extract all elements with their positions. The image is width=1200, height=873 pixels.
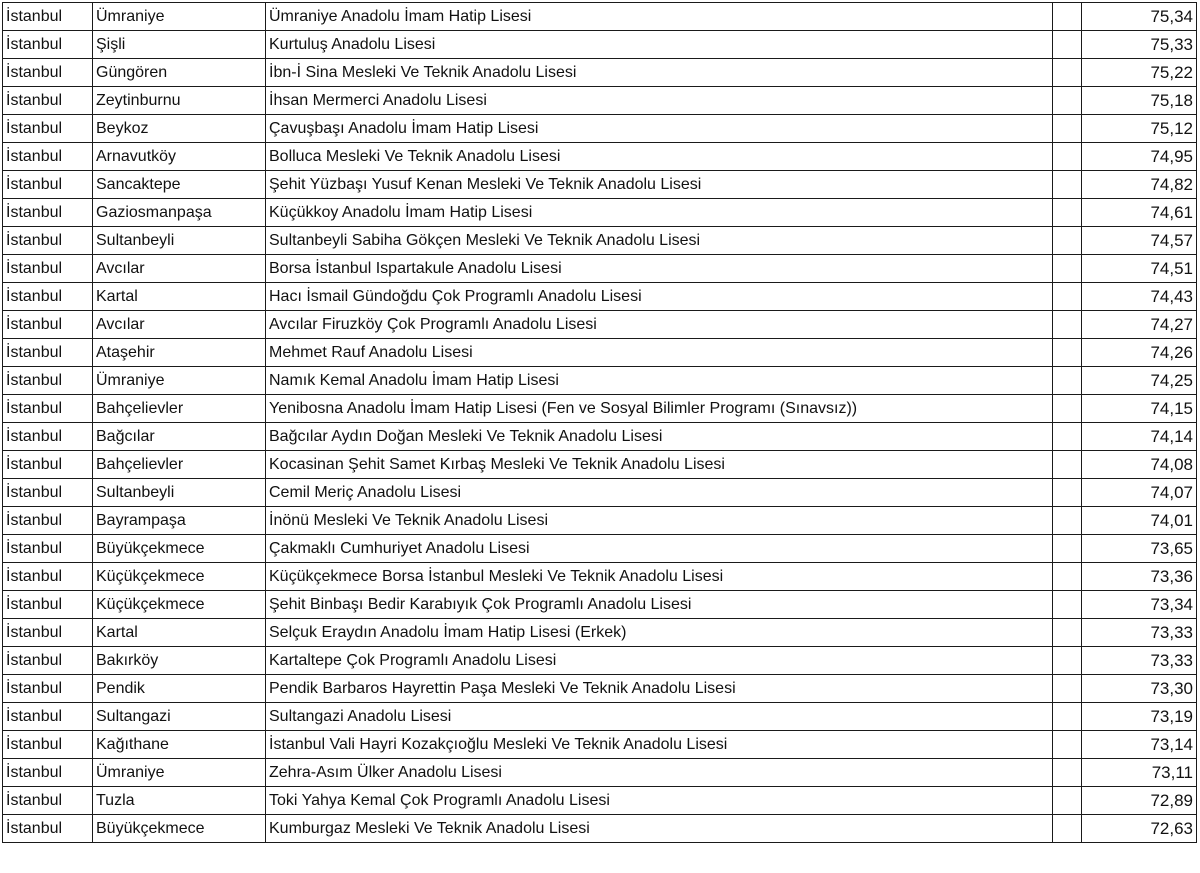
score-cell[interactable]: 74,08 — [1082, 451, 1197, 479]
empty-cell[interactable] — [1053, 563, 1082, 591]
school-name-cell[interactable]: Hacı İsmail Gündoğdu Çok Programlı Anadolu Lisesi — [266, 283, 1053, 311]
district-cell[interactable]: Bakırköy — [93, 647, 266, 675]
empty-cell[interactable] — [1053, 815, 1082, 843]
score-cell[interactable]: 73,65 — [1082, 535, 1197, 563]
score-cell[interactable]: 74,95 — [1082, 143, 1197, 171]
table-row — [3, 143, 1197, 171]
city-cell[interactable]: İstanbul — [3, 479, 93, 507]
district-cell[interactable]: Ümraniye — [93, 3, 266, 31]
table-row — [3, 311, 1197, 339]
table-row — [3, 367, 1197, 395]
empty-cell[interactable] — [1053, 591, 1082, 619]
city-cell[interactable]: İstanbul — [3, 535, 93, 563]
table-body — [3, 3, 1197, 843]
school-name-cell[interactable]: İbn-İ Sina Mesleki Ve Teknik Anadolu Lisesi — [266, 59, 1053, 87]
table-row — [3, 479, 1197, 507]
school-name-cell[interactable]: Küçükkoy Anadolu İmam Hatip Lisesi — [266, 199, 1053, 227]
school-name-cell[interactable]: Çavuşbaşı Anadolu İmam Hatip Lisesi — [266, 115, 1053, 143]
school-name-cell[interactable]: Toki Yahya Kemal Çok Programlı Anadolu Lisesi — [266, 787, 1053, 815]
district-cell[interactable]: Bahçelievler — [93, 395, 266, 423]
city-cell[interactable]: İstanbul — [3, 115, 93, 143]
score-cell[interactable]: 72,63 — [1082, 815, 1197, 843]
table-row — [3, 227, 1197, 255]
score-cell[interactable]: 74,14 — [1082, 423, 1197, 451]
district-cell[interactable]: Ataşehir — [93, 339, 266, 367]
table-row — [3, 647, 1197, 675]
empty-cell[interactable] — [1053, 451, 1082, 479]
school-name-cell[interactable]: Kurtuluş Anadolu Lisesi — [266, 31, 1053, 59]
table-row — [3, 563, 1197, 591]
city-cell[interactable]: İstanbul — [3, 731, 93, 759]
school-name-cell[interactable]: Kumburgaz Mesleki Ve Teknik Anadolu Lisesi — [266, 815, 1053, 843]
school-name-cell[interactable]: Namık Kemal Anadolu İmam Hatip Lisesi — [266, 367, 1053, 395]
district-cell[interactable]: Kağıthane — [93, 731, 266, 759]
score-cell[interactable]: 73,33 — [1082, 619, 1197, 647]
score-cell[interactable]: 73,36 — [1082, 563, 1197, 591]
score-cell[interactable]: 74,07 — [1082, 479, 1197, 507]
district-cell[interactable]: Tuzla — [93, 787, 266, 815]
score-cell[interactable]: 75,34 — [1082, 3, 1197, 31]
empty-cell[interactable] — [1053, 395, 1082, 423]
school-name-cell[interactable]: Sultanbeyli Sabiha Gökçen Mesleki Ve Teknik Anadolu Lisesi — [266, 227, 1053, 255]
table-row — [3, 675, 1197, 703]
score-cell[interactable]: 75,12 — [1082, 115, 1197, 143]
city-cell[interactable]: İstanbul — [3, 563, 93, 591]
district-cell[interactable]: Sancaktepe — [93, 171, 266, 199]
district-cell[interactable]: Büyükçekmece — [93, 815, 266, 843]
city-cell[interactable]: İstanbul — [3, 647, 93, 675]
score-cell[interactable]: 72,89 — [1082, 787, 1197, 815]
empty-cell[interactable] — [1053, 479, 1082, 507]
school-name-cell[interactable]: Yenibosna Anadolu İmam Hatip Lisesi (Fen ve Sosyal Bilimler Programı (Sınavsız)) — [266, 395, 1053, 423]
empty-cell[interactable] — [1053, 3, 1082, 31]
district-cell[interactable]: Bağcılar — [93, 423, 266, 451]
score-cell[interactable]: 74,82 — [1082, 171, 1197, 199]
table-row — [3, 59, 1197, 87]
empty-cell[interactable] — [1053, 535, 1082, 563]
district-cell[interactable]: Avcılar — [93, 311, 266, 339]
city-cell[interactable]: İstanbul — [3, 227, 93, 255]
city-cell[interactable]: İstanbul — [3, 367, 93, 395]
score-cell[interactable]: 74,15 — [1082, 395, 1197, 423]
table-row — [3, 731, 1197, 759]
table-row — [3, 3, 1197, 31]
empty-cell[interactable] — [1053, 423, 1082, 451]
table-row — [3, 395, 1197, 423]
district-cell[interactable]: Şişli — [93, 31, 266, 59]
empty-cell[interactable] — [1053, 759, 1082, 787]
school-name-cell[interactable]: Pendik Barbaros Hayrettin Paşa Mesleki Ve Teknik Anadolu Lisesi — [266, 675, 1053, 703]
city-cell[interactable]: İstanbul — [3, 591, 93, 619]
district-cell[interactable]: Ümraniye — [93, 367, 266, 395]
school-name-cell[interactable]: Cemil Meriç Anadolu Lisesi — [266, 479, 1053, 507]
school-name-cell[interactable]: Şehit Binbaşı Bedir Karabıyık Çok Programlı Anadolu Lisesi — [266, 591, 1053, 619]
city-cell[interactable]: İstanbul — [3, 395, 93, 423]
table-row — [3, 591, 1197, 619]
school-name-cell[interactable]: Mehmet Rauf Anadolu Lisesi — [266, 339, 1053, 367]
empty-cell[interactable] — [1053, 31, 1082, 59]
score-cell[interactable]: 73,14 — [1082, 731, 1197, 759]
empty-cell[interactable] — [1053, 171, 1082, 199]
school-name-cell[interactable]: Borsa İstanbul Ispartakule Anadolu Lisesi — [266, 255, 1053, 283]
city-cell[interactable]: İstanbul — [3, 143, 93, 171]
school-name-cell[interactable]: Kocasinan Şehit Samet Kırbaş Mesleki Ve Teknik Anadolu Lisesi — [266, 451, 1053, 479]
empty-cell[interactable] — [1053, 311, 1082, 339]
city-cell[interactable]: İstanbul — [3, 255, 93, 283]
city-cell[interactable]: İstanbul — [3, 619, 93, 647]
score-cell[interactable]: 73,11 — [1082, 759, 1197, 787]
district-cell[interactable]: Küçükçekmece — [93, 591, 266, 619]
table-row — [3, 703, 1197, 731]
district-cell[interactable]: Bahçelievler — [93, 451, 266, 479]
table-row — [3, 87, 1197, 115]
school-name-cell[interactable]: İhsan Mermerci Anadolu Lisesi — [266, 87, 1053, 115]
city-cell[interactable]: İstanbul — [3, 3, 93, 31]
city-cell[interactable]: İstanbul — [3, 311, 93, 339]
table-row — [3, 115, 1197, 143]
district-cell[interactable]: Güngören — [93, 59, 266, 87]
empty-cell[interactable] — [1053, 283, 1082, 311]
empty-cell[interactable] — [1053, 199, 1082, 227]
score-cell[interactable]: 75,33 — [1082, 31, 1197, 59]
score-cell[interactable]: 74,01 — [1082, 507, 1197, 535]
score-cell[interactable]: 73,19 — [1082, 703, 1197, 731]
city-cell[interactable]: İstanbul — [3, 283, 93, 311]
score-cell[interactable]: 73,30 — [1082, 675, 1197, 703]
empty-cell[interactable] — [1053, 227, 1082, 255]
district-cell[interactable]: Kartal — [93, 283, 266, 311]
school-name-cell[interactable]: Ümraniye Anadolu İmam Hatip Lisesi — [266, 3, 1053, 31]
score-cell[interactable]: 75,22 — [1082, 59, 1197, 87]
score-cell[interactable]: 73,34 — [1082, 591, 1197, 619]
district-cell[interactable]: Zeytinburnu — [93, 87, 266, 115]
empty-cell[interactable] — [1053, 703, 1082, 731]
empty-cell[interactable] — [1053, 787, 1082, 815]
city-cell[interactable]: İstanbul — [3, 339, 93, 367]
score-cell[interactable]: 74,61 — [1082, 199, 1197, 227]
school-name-cell[interactable]: Kartaltepe Çok Programlı Anadolu Lisesi — [266, 647, 1053, 675]
city-cell[interactable]: İstanbul — [3, 815, 93, 843]
score-cell[interactable]: 74,27 — [1082, 311, 1197, 339]
table-row — [3, 759, 1197, 787]
district-cell[interactable]: Avcılar — [93, 255, 266, 283]
empty-cell[interactable] — [1053, 367, 1082, 395]
table-row — [3, 507, 1197, 535]
empty-cell[interactable] — [1053, 675, 1082, 703]
score-cell[interactable]: 74,26 — [1082, 339, 1197, 367]
empty-cell[interactable] — [1053, 731, 1082, 759]
city-cell[interactable]: İstanbul — [3, 59, 93, 87]
district-cell[interactable]: Küçükçekmece — [93, 563, 266, 591]
empty-cell[interactable] — [1053, 339, 1082, 367]
empty-cell[interactable] — [1053, 647, 1082, 675]
district-cell[interactable]: Pendik — [93, 675, 266, 703]
city-cell[interactable]: İstanbul — [3, 199, 93, 227]
score-cell[interactable]: 74,43 — [1082, 283, 1197, 311]
score-cell[interactable]: 73,33 — [1082, 647, 1197, 675]
score-cell[interactable]: 74,25 — [1082, 367, 1197, 395]
empty-cell[interactable] — [1053, 255, 1082, 283]
city-cell[interactable]: İstanbul — [3, 507, 93, 535]
district-cell[interactable]: Sultanbeyli — [93, 227, 266, 255]
school-name-cell[interactable]: İnönü Mesleki Ve Teknik Anadolu Lisesi — [266, 507, 1053, 535]
district-cell[interactable]: Kartal — [93, 619, 266, 647]
school-name-cell[interactable]: Küçükçekmece Borsa İstanbul Mesleki Ve Teknik Anadolu Lisesi — [266, 563, 1053, 591]
city-cell[interactable]: İstanbul — [3, 703, 93, 731]
district-cell[interactable]: Beykoz — [93, 115, 266, 143]
table-row — [3, 787, 1197, 815]
table-row — [3, 31, 1197, 59]
school-name-cell[interactable]: Bolluca Mesleki Ve Teknik Anadolu Lisesi — [266, 143, 1053, 171]
school-name-cell[interactable]: Sultangazi Anadolu Lisesi — [266, 703, 1053, 731]
district-cell[interactable]: Gaziosmanpaşa — [93, 199, 266, 227]
school-name-cell[interactable]: Selçuk Eraydın Anadolu İmam Hatip Lisesi (Erkek) — [266, 619, 1053, 647]
table-row — [3, 535, 1197, 563]
empty-cell[interactable] — [1053, 87, 1082, 115]
table-row — [3, 283, 1197, 311]
school-name-cell[interactable]: İstanbul Vali Hayri Kozakçıoğlu Mesleki Ve Teknik Anadolu Lisesi — [266, 731, 1053, 759]
district-cell[interactable]: Sultanbeyli — [93, 479, 266, 507]
empty-cell[interactable] — [1053, 619, 1082, 647]
city-cell[interactable]: İstanbul — [3, 171, 93, 199]
table-row — [3, 451, 1197, 479]
table-row — [3, 199, 1197, 227]
district-cell[interactable]: Bayrampaşa — [93, 507, 266, 535]
district-cell[interactable]: Sultangazi — [93, 703, 266, 731]
school-name-cell[interactable]: Şehit Yüzbaşı Yusuf Kenan Mesleki Ve Teknik Anadolu Lisesi — [266, 171, 1053, 199]
school-score-table — [2, 2, 1197, 843]
city-cell[interactable]: İstanbul — [3, 31, 93, 59]
empty-cell[interactable] — [1053, 115, 1082, 143]
district-cell[interactable]: Arnavutköy — [93, 143, 266, 171]
city-cell[interactable]: İstanbul — [3, 787, 93, 815]
empty-cell[interactable] — [1053, 143, 1082, 171]
table-row — [3, 255, 1197, 283]
city-cell[interactable]: İstanbul — [3, 423, 93, 451]
school-name-cell[interactable]: Bağcılar Aydın Doğan Mesleki Ve Teknik Anadolu Lisesi — [266, 423, 1053, 451]
city-cell[interactable]: İstanbul — [3, 87, 93, 115]
table-row — [3, 339, 1197, 367]
table-row — [3, 423, 1197, 451]
table-row — [3, 171, 1197, 199]
empty-cell[interactable] — [1053, 507, 1082, 535]
score-cell[interactable]: 75,18 — [1082, 87, 1197, 115]
city-cell[interactable]: İstanbul — [3, 759, 93, 787]
school-name-cell[interactable]: Çakmaklı Cumhuriyet Anadolu Lisesi — [266, 535, 1053, 563]
score-cell[interactable]: 74,57 — [1082, 227, 1197, 255]
district-cell[interactable]: Ümraniye — [93, 759, 266, 787]
score-cell[interactable]: 74,51 — [1082, 255, 1197, 283]
school-name-cell[interactable]: Zehra-Asım Ülker Anadolu Lisesi — [266, 759, 1053, 787]
empty-cell[interactable] — [1053, 59, 1082, 87]
city-cell[interactable]: İstanbul — [3, 451, 93, 479]
table-row — [3, 815, 1197, 843]
table-row — [3, 619, 1197, 647]
school-name-cell[interactable]: Avcılar Firuzköy Çok Programlı Anadolu Lisesi — [266, 311, 1053, 339]
district-cell[interactable]: Büyükçekmece — [93, 535, 266, 563]
city-cell[interactable]: İstanbul — [3, 675, 93, 703]
